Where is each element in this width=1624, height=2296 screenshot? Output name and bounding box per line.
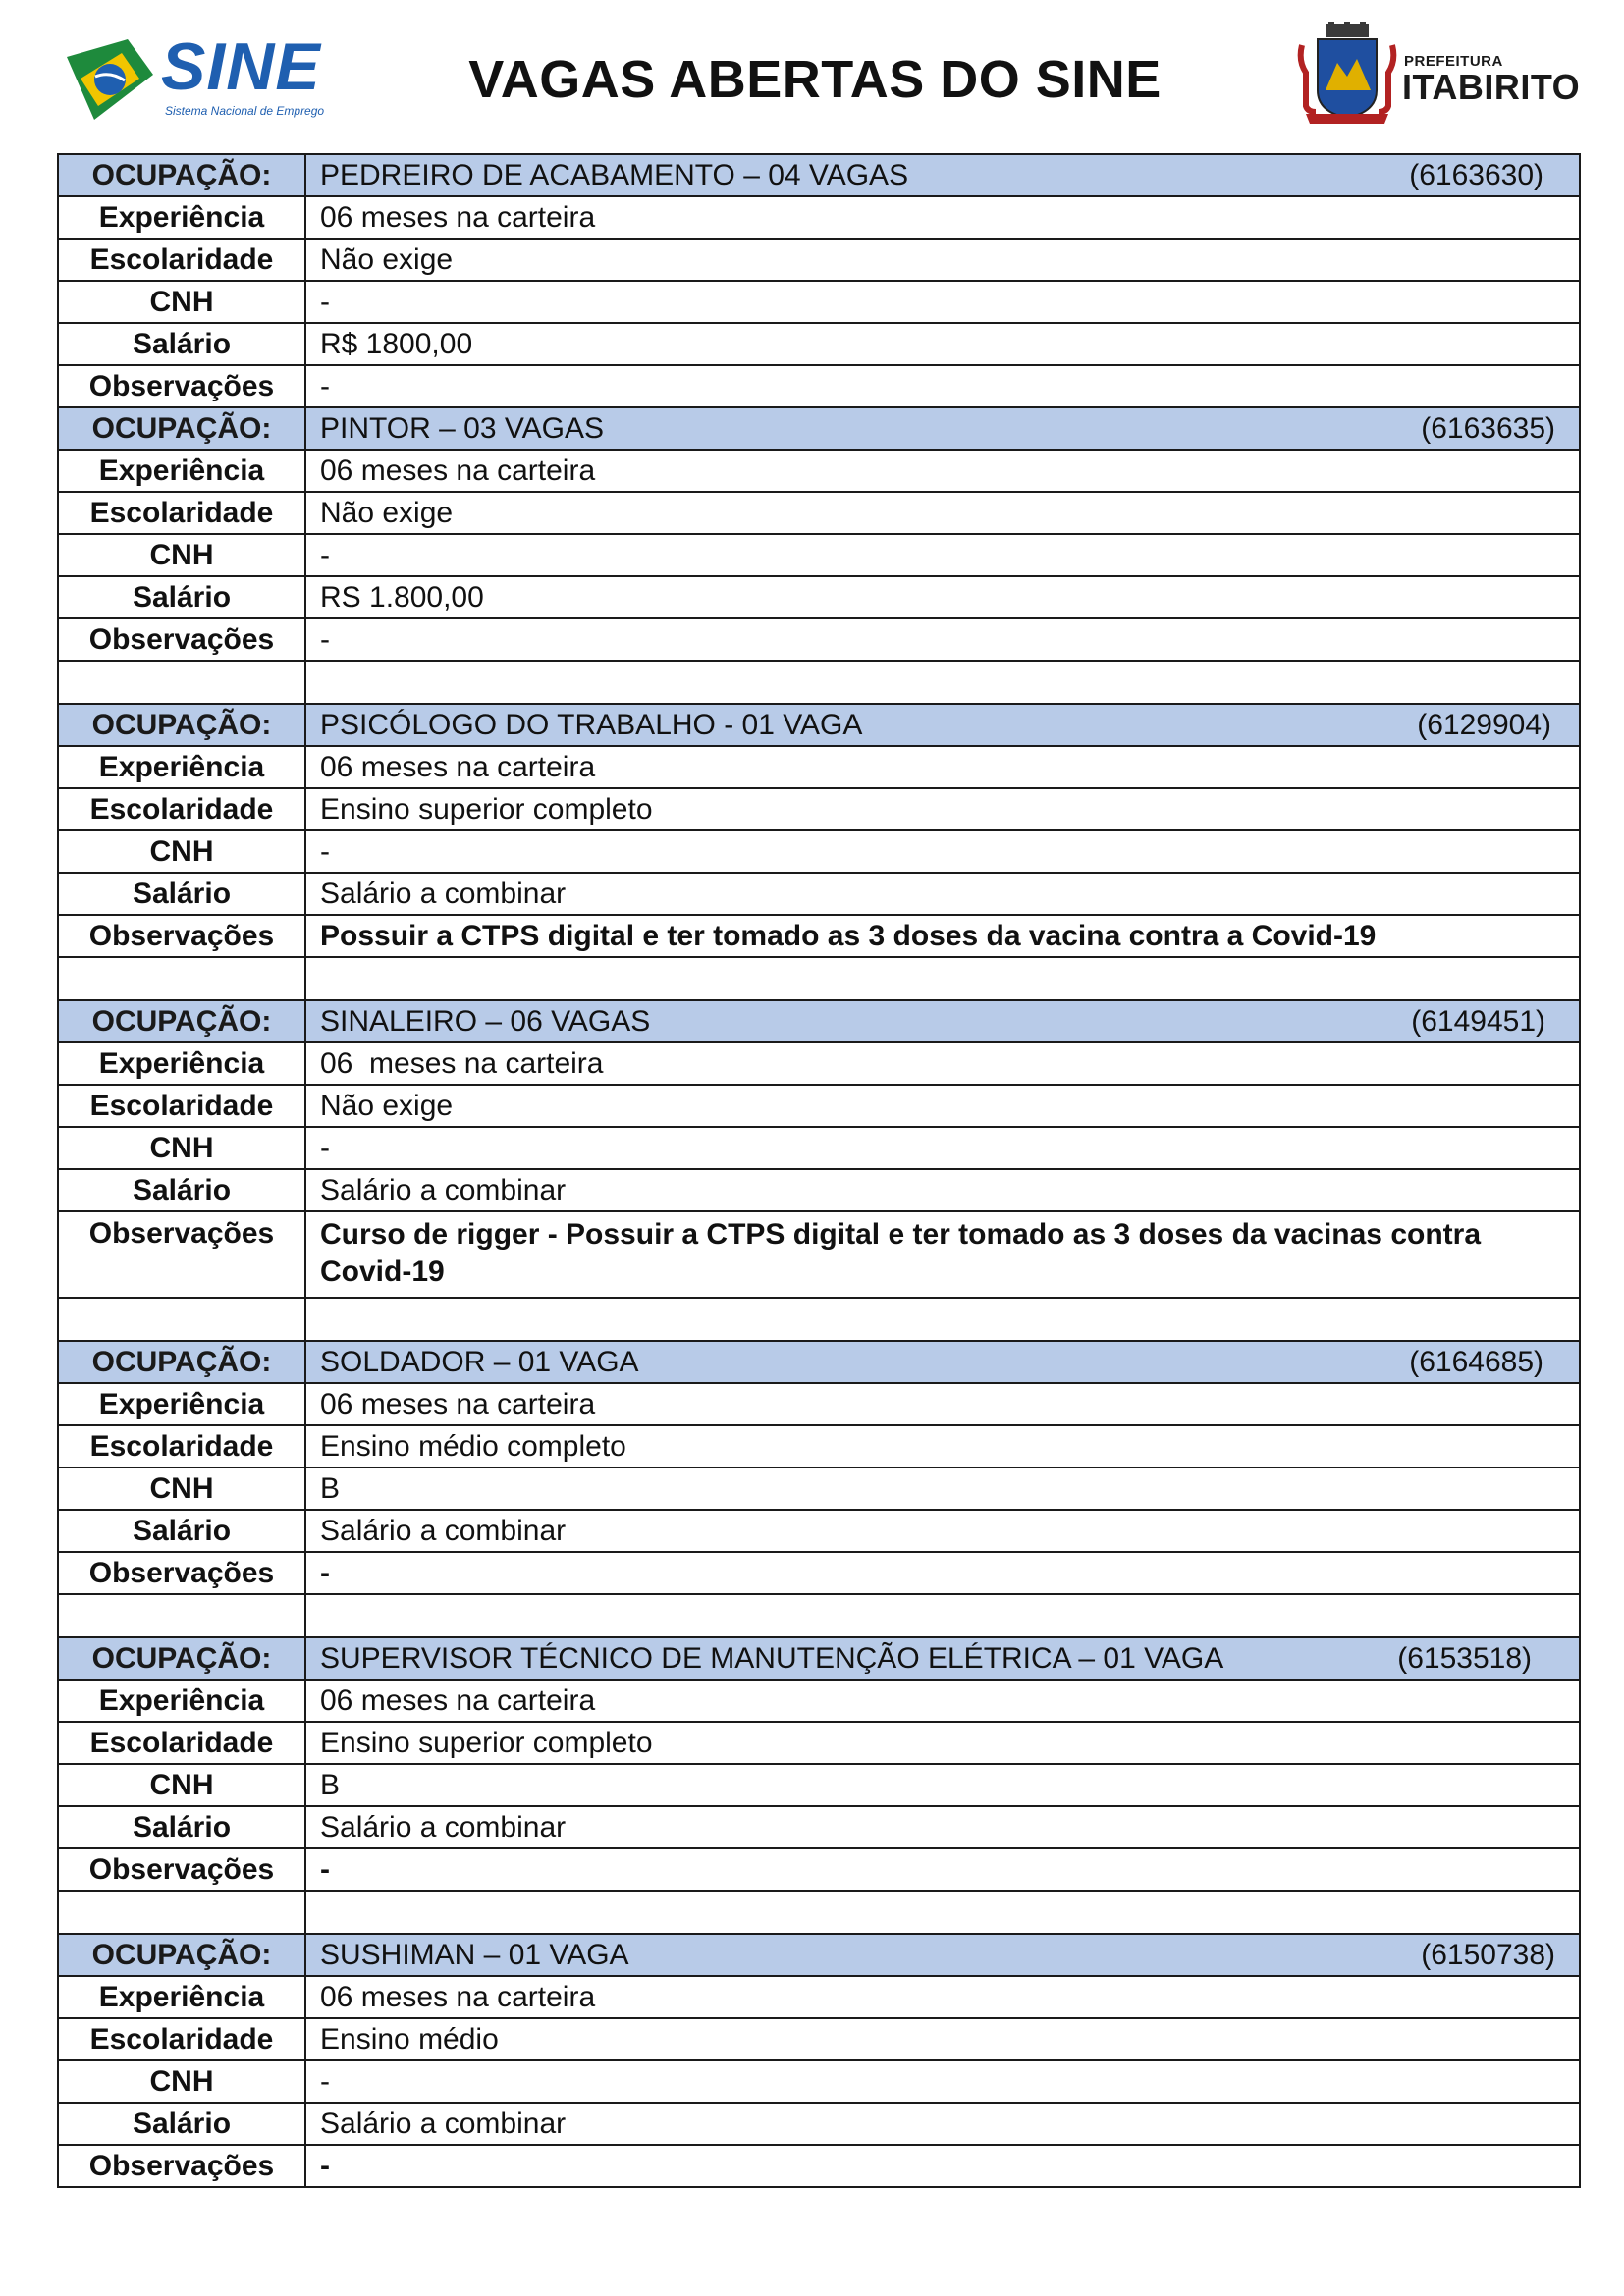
occupation-row — [58, 1934, 1580, 1976]
occupation-row — [58, 1341, 1580, 1383]
education-label: Escolaridade — [58, 1722, 305, 1764]
occupation-title: PINTOR – 03 VAGAS — [320, 412, 604, 445]
notes-value: Curso de rigger - Possuir a CTPS digital e ter tomado as 3 doses da vacinas contra Covid-19 — [305, 1211, 1580, 1298]
city-name: ITABIRITO — [1402, 67, 1581, 107]
education-value: Ensino médio — [305, 2018, 1580, 2060]
experience-value: 06 meses na carteira — [305, 450, 1580, 492]
license-row — [58, 1127, 1580, 1169]
education-label: Escolaridade — [58, 788, 305, 830]
license-label: CNH — [58, 281, 305, 323]
notes-row — [58, 2145, 1580, 2187]
salary-row — [58, 873, 1580, 915]
education-value: Não exige — [305, 1085, 1580, 1127]
occupation-row — [58, 407, 1580, 450]
spacer-row — [58, 1298, 1580, 1341]
notes-label: Observações — [58, 618, 305, 661]
license-label: CNH — [58, 1468, 305, 1510]
education-value: Ensino médio completo — [305, 1425, 1580, 1468]
salary-label: Salário — [58, 2103, 305, 2145]
occupation-title: SOLDADOR – 01 VAGA — [320, 1346, 639, 1378]
salary-value: Salário a combinar — [305, 2103, 1580, 2145]
job-code: (6153518) — [1397, 1642, 1532, 1675]
license-row — [58, 1468, 1580, 1510]
experience-row — [58, 196, 1580, 239]
license-row — [58, 1764, 1580, 1806]
license-value: - — [305, 281, 1580, 323]
occupation-label: OCUPAÇÃO: — [58, 1637, 305, 1680]
education-row — [58, 1085, 1580, 1127]
notes-row — [58, 1211, 1580, 1298]
sine-logo — [59, 29, 353, 128]
experience-value: 06 meses na carteira — [305, 1680, 1580, 1722]
salary-row — [58, 576, 1580, 618]
experience-row — [58, 746, 1580, 788]
sine-wordmark: SINE — [161, 29, 321, 104]
experience-row — [58, 1680, 1580, 1722]
education-row — [58, 239, 1580, 281]
occupation-title: PEDREIRO DE ACABAMENTO – 04 VAGAS — [320, 159, 909, 191]
license-label: CNH — [58, 830, 305, 873]
license-value: - — [305, 1127, 1580, 1169]
license-label: CNH — [58, 1127, 305, 1169]
education-row — [58, 492, 1580, 534]
occupation-label: OCUPAÇÃO: — [58, 1341, 305, 1383]
notes-row — [58, 618, 1580, 661]
job-code: (6163630) — [1409, 159, 1543, 191]
salary-label: Salário — [58, 1510, 305, 1552]
notes-label: Observações — [58, 1211, 305, 1298]
experience-row — [58, 1383, 1580, 1425]
salary-value: R$ 1800,00 — [305, 323, 1580, 365]
license-value: - — [305, 830, 1580, 873]
license-value: - — [305, 2060, 1580, 2103]
job-code: (6164685) — [1409, 1346, 1543, 1378]
license-value: B — [305, 1468, 1580, 1510]
experience-value: 06 meses na carteira — [305, 1976, 1580, 2018]
education-value: Não exige — [305, 492, 1580, 534]
salary-label: Salário — [58, 873, 305, 915]
experience-label: Experiência — [58, 746, 305, 788]
salary-value: Salário a combinar — [305, 1169, 1580, 1211]
experience-row — [58, 1042, 1580, 1085]
spacer-row — [58, 1891, 1580, 1934]
occupation-row — [58, 1000, 1580, 1042]
occupation-row — [58, 1637, 1580, 1680]
occupation-title: SINALEIRO – 06 VAGAS — [320, 1005, 651, 1038]
salary-row — [58, 2103, 1580, 2145]
job-code: (6129904) — [1417, 709, 1551, 741]
license-label: CNH — [58, 1764, 305, 1806]
notes-value: Possuir a CTPS digital e ter tomado as 3 doses da vacina contra a Covid-19 — [305, 915, 1580, 957]
notes-row — [58, 1848, 1580, 1891]
notes-value: - — [305, 1552, 1580, 1594]
notes-label: Observações — [58, 915, 305, 957]
experience-row — [58, 1976, 1580, 2018]
occupation-label: OCUPAÇÃO: — [58, 407, 305, 450]
education-row — [58, 1425, 1580, 1468]
prefeitura-label: PREFEITURA — [1404, 53, 1503, 70]
education-label: Escolaridade — [58, 1085, 305, 1127]
page-header — [0, 0, 1624, 147]
experience-label: Experiência — [58, 1976, 305, 2018]
education-label: Escolaridade — [58, 2018, 305, 2060]
license-label: CNH — [58, 534, 305, 576]
occupation-title: PSICÓLOGO DO TRABALHO - 01 VAGA — [320, 709, 863, 741]
notes-label: Observações — [58, 2145, 305, 2187]
salary-label: Salário — [58, 1169, 305, 1211]
spacer-row — [58, 957, 1580, 1000]
education-row — [58, 788, 1580, 830]
experience-value: 06 meses na carteira — [305, 196, 1580, 239]
notes-row — [58, 915, 1580, 957]
occupation-label: OCUPAÇÃO: — [58, 704, 305, 746]
experience-value: 06 meses na carteira — [305, 1042, 1580, 1085]
experience-label: Experiência — [58, 1042, 305, 1085]
notes-label: Observações — [58, 1552, 305, 1594]
notes-label: Observações — [58, 365, 305, 407]
notes-row — [58, 365, 1580, 407]
salary-label: Salário — [58, 576, 305, 618]
occupation-row — [58, 704, 1580, 746]
experience-label: Experiência — [58, 1383, 305, 1425]
job-code: (6150738) — [1421, 1939, 1555, 1971]
job-listings-table — [57, 153, 1581, 2188]
salary-label: Salário — [58, 1806, 305, 1848]
education-row — [58, 2018, 1580, 2060]
spacer-row — [58, 661, 1580, 704]
experience-value: 06 meses na carteira — [305, 1383, 1580, 1425]
notes-label: Observações — [58, 1848, 305, 1891]
page-title: VAGAS ABERTAS DO SINE — [468, 50, 1162, 109]
job-code: (6163635) — [1421, 412, 1555, 445]
notes-value: - — [305, 365, 1580, 407]
license-row — [58, 534, 1580, 576]
salary-row — [58, 1169, 1580, 1211]
occupation-title: SUSHIMAN – 01 VAGA — [320, 1939, 629, 1971]
occupation-label: OCUPAÇÃO: — [58, 1000, 305, 1042]
salary-row — [58, 1806, 1580, 1848]
education-label: Escolaridade — [58, 492, 305, 534]
education-value: Não exige — [305, 239, 1580, 281]
job-code: (6149451) — [1411, 1005, 1545, 1038]
occupation-row — [58, 154, 1580, 196]
sine-brazil-flag-icon — [59, 35, 157, 122]
license-row — [58, 281, 1580, 323]
notes-value: - — [305, 618, 1580, 661]
license-row — [58, 2060, 1580, 2103]
salary-value: Salário a combinar — [305, 873, 1580, 915]
experience-label: Experiência — [58, 196, 305, 239]
salary-row — [58, 1510, 1580, 1552]
license-value: B — [305, 1764, 1580, 1806]
salary-label: Salário — [58, 323, 305, 365]
education-value: Ensino superior completo — [305, 788, 1580, 830]
education-label: Escolaridade — [58, 1425, 305, 1468]
sine-subtitle: Sistema Nacional de Emprego — [165, 104, 325, 118]
experience-row — [58, 450, 1580, 492]
license-value: - — [305, 534, 1580, 576]
notes-value: - — [305, 2145, 1580, 2187]
experience-value: 06 meses na carteira — [305, 746, 1580, 788]
experience-label: Experiência — [58, 450, 305, 492]
notes-value: - — [305, 1848, 1580, 1891]
salary-value: Salário a combinar — [305, 1806, 1580, 1848]
license-row — [58, 830, 1580, 873]
coat-of-arms-icon — [1296, 22, 1398, 128]
experience-label: Experiência — [58, 1680, 305, 1722]
occupation-label: OCUPAÇÃO: — [58, 1934, 305, 1976]
spacer-row — [58, 1594, 1580, 1637]
salary-value: Salário a combinar — [305, 1510, 1580, 1552]
salary-value: RS 1.800,00 — [305, 576, 1580, 618]
education-value: Ensino superior completo — [305, 1722, 1580, 1764]
prefeitura-logo — [1286, 22, 1581, 130]
license-label: CNH — [58, 2060, 305, 2103]
education-label: Escolaridade — [58, 239, 305, 281]
education-row — [58, 1722, 1580, 1764]
occupation-title: SUPERVISOR TÉCNICO DE MANUTENÇÃO ELÉTRICA – 01 VAGA — [320, 1642, 1224, 1675]
occupation-label: OCUPAÇÃO: — [58, 154, 305, 196]
salary-row — [58, 323, 1580, 365]
notes-row — [58, 1552, 1580, 1594]
